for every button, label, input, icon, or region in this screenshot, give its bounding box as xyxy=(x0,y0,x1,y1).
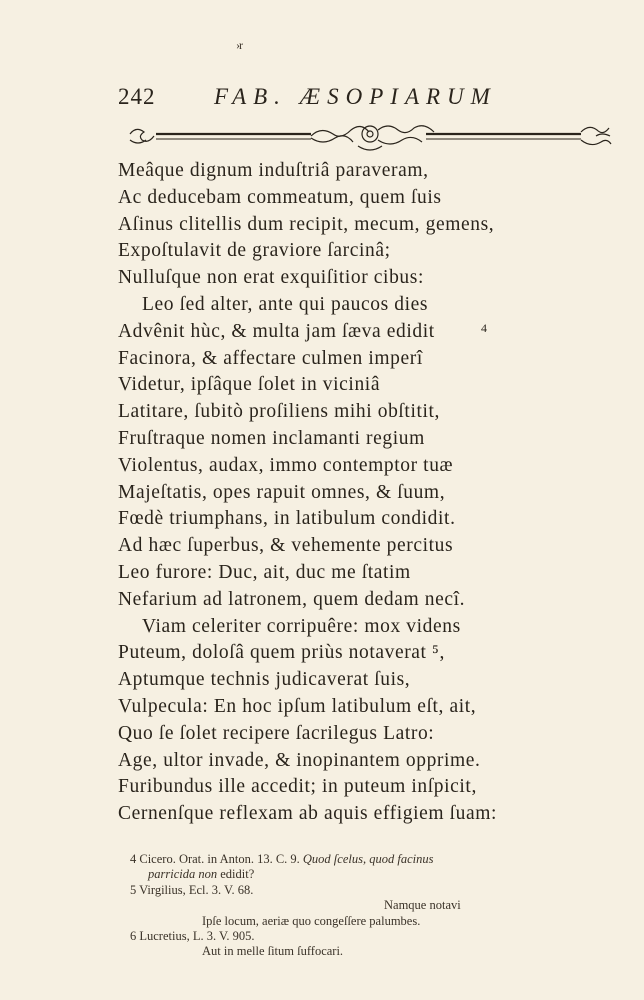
ornament-divider xyxy=(126,120,614,154)
footnote-marker: 4 xyxy=(481,320,488,335)
page-number: 242 xyxy=(118,84,156,109)
verse-line: Aptumque technis judicaverat ſuis, xyxy=(118,669,411,691)
footnote-4-continued xyxy=(130,867,630,882)
verse-line: Cernenſque reflexam ab aquis effigiem ſuam: xyxy=(118,803,498,825)
verse-line: Age, ultor invade, & inopinantem opprime. xyxy=(118,749,481,771)
footnote-4-source: 4 Cicero. Orat. in Anton. 13. C. 9. xyxy=(130,852,300,866)
page-header xyxy=(118,84,538,114)
verse-line: Majeſtatis, opes rapuit omnes, & ſuum, xyxy=(118,481,446,503)
footnote-4-end: edidit? xyxy=(220,867,255,882)
verse-line: Ac deducebam commeatum, quem ſuis xyxy=(118,186,442,208)
verse-line: Quo ſe ſolet recipere ſacrilegus Latro: xyxy=(118,722,435,744)
verse-line: Aſinus clitellis dum recipit, mecum, gemens, xyxy=(118,213,495,235)
footnote-6-quote: Aut in melle ſitum ſuffocari. xyxy=(202,944,344,959)
verse-block xyxy=(118,158,598,828)
footnote-5: 5 Virgilius, Ecl. 3. V. 68. xyxy=(130,882,254,897)
verse-line: Meâque dignum induſtriâ paraveram, xyxy=(118,160,429,181)
verse-line: Videtur, ipſâque ſolet in viciniâ xyxy=(118,374,381,396)
verse-line: Fœdè triumphans, in latibulum condidit. xyxy=(118,508,456,530)
verse-line: Ad hæc ſuperbus, & vehemente percitus xyxy=(118,535,454,557)
footnotes xyxy=(130,852,630,960)
verse-line: Expoſtulavit de graviore ſarcinâ; xyxy=(118,240,391,262)
verse-line: Vulpecula: En hoc ipſum latibulum eſt, ait, xyxy=(118,695,477,717)
footnote-5-quote-cont: Ipſe locum, aeriæ quo congeſſere palumbes. xyxy=(202,913,421,928)
verse-line: Nulluſque non erat exquiſitior cibus: xyxy=(118,267,424,289)
footnote-4-quote-cont: parricida non xyxy=(148,867,218,882)
verse-line: Puteum, doloſâ quem priùs notaverat ⁵, xyxy=(118,642,445,664)
footnote-6: 6 Lucretius, L. 3. V. 905. xyxy=(130,928,255,943)
verse-line: Fruſtraque nomen inclamanti regium xyxy=(118,427,425,449)
verse-line: Viam celeriter corripuêre: mox videns xyxy=(142,615,461,637)
running-title: FAB. ÆSOPIARUM xyxy=(214,84,497,109)
verse-line: Violentus, audax, immo contemptor tuæ xyxy=(118,454,454,476)
verse-line-with-note xyxy=(118,319,598,346)
verse-line-text: Advênit hùc, & multa jam ſæva edidit xyxy=(118,320,435,342)
verse-line: Furibundus ille accedit; in puteum inſpicit, xyxy=(118,776,477,798)
verse-line: Latitare, ſubitò proſiliens mihi obſtitit, xyxy=(118,401,440,423)
footnote-5-quote: Namque notavi xyxy=(384,898,461,913)
verse-line: Leo ſed alter, ante qui paucos dies xyxy=(142,293,429,315)
footnote-4 xyxy=(130,852,630,867)
signature-mark: ›r xyxy=(236,38,242,52)
verse-line: Leo furore: Duc, ait, duc me ſtatim xyxy=(118,561,411,583)
verse-line: Nefarium ad latronem, quem dedam necî. xyxy=(118,588,466,610)
footnote-4-quote: Quod ſcelus, quod facinus xyxy=(302,852,434,866)
verse-line: Facinora, & affectare culmen imperî xyxy=(118,347,423,369)
